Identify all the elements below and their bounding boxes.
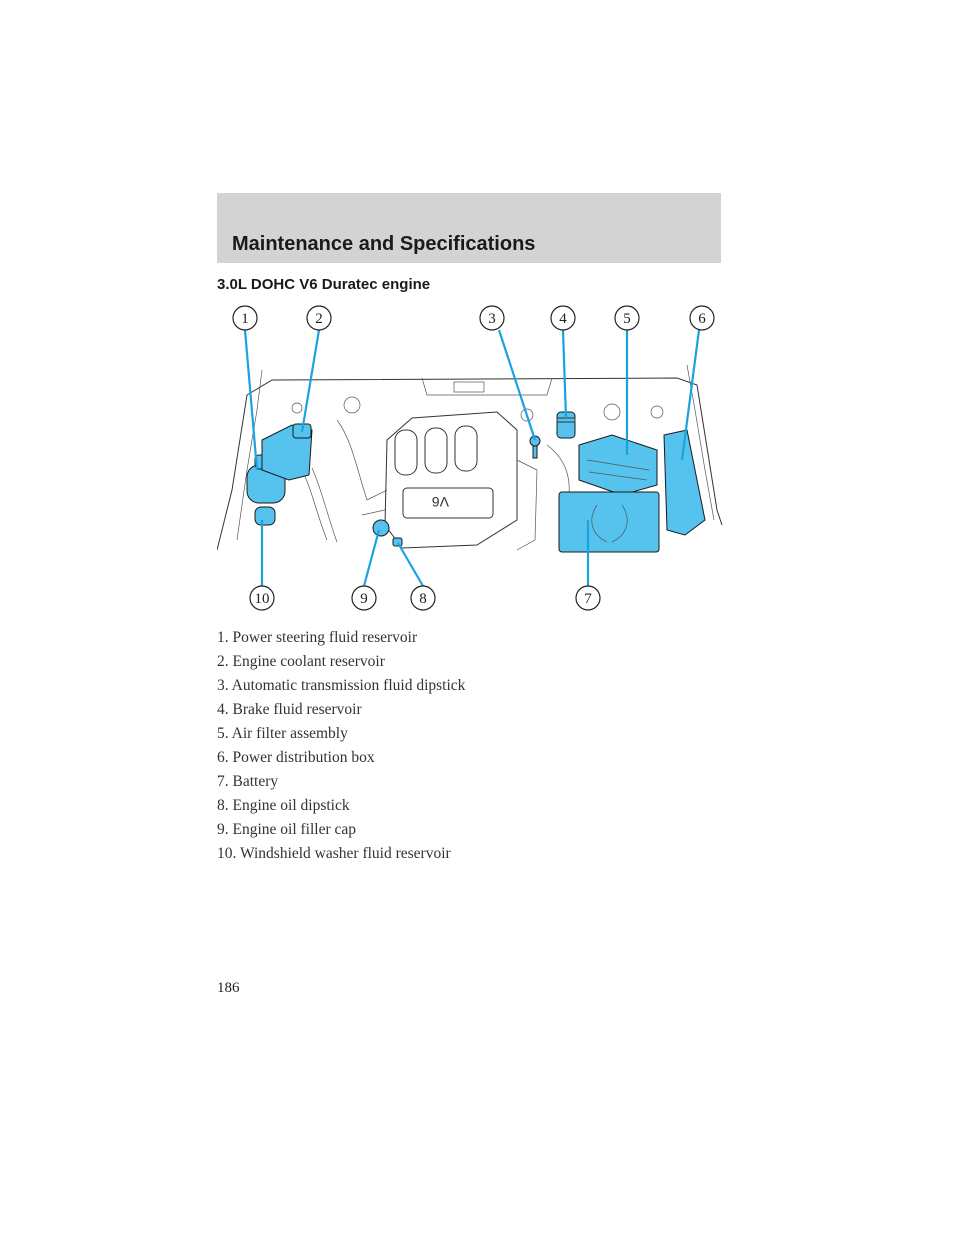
callout-number: 4 <box>559 311 567 327</box>
legend-item: 6. Power distribution box <box>217 749 375 766</box>
legend-item: 7. Battery <box>217 773 279 790</box>
legend-item: 4. Brake fluid reservoir <box>217 701 362 718</box>
callout-5 <box>615 306 639 330</box>
legend-item: 8. Engine oil dipstick <box>217 797 350 814</box>
callout-8 <box>411 586 435 610</box>
component-legend <box>217 626 465 866</box>
component-air-filter <box>579 435 657 495</box>
legend-item: 9. Engine oil filler cap <box>217 821 357 838</box>
callout-number: 10 <box>254 591 270 607</box>
header-band <box>217 193 721 263</box>
engine-diagram-svg <box>217 300 727 620</box>
callout-number: 9 <box>360 591 368 607</box>
callout-number: 2 <box>315 311 323 327</box>
page-number: 186 <box>217 980 240 996</box>
section-heading: 3.0L DOHC V6 Duratec engine <box>217 276 431 293</box>
component-washer-reservoir <box>255 507 275 525</box>
callout-7 <box>576 586 600 610</box>
component-oil-filler-cap <box>373 520 389 536</box>
legend-item: 10. Windshield washer fluid reservoir <box>217 845 451 862</box>
legend-item: 3. Automatic transmission fluid dipstick <box>217 677 466 694</box>
callout-10 <box>250 586 274 610</box>
callout-4 <box>551 306 575 330</box>
callout-3 <box>480 306 504 330</box>
callout-number: 5 <box>623 311 631 327</box>
callout-6 <box>690 306 714 330</box>
callout-number: 3 <box>488 311 496 327</box>
legend-item: 5. Air filter assembly <box>217 725 348 742</box>
callout-2 <box>307 306 331 330</box>
callout-number: 8 <box>419 591 427 607</box>
callout-number: 7 <box>584 591 592 607</box>
callout-number: 6 <box>698 311 706 327</box>
component-battery <box>559 492 659 552</box>
page-title: Maintenance and Specifications <box>232 233 536 255</box>
callout-1 <box>233 306 257 330</box>
callout-number: 1 <box>241 311 249 327</box>
engine-badge: V6 <box>431 494 449 510</box>
component-coolant-reservoir <box>262 424 312 480</box>
legend-item: 1. Power steering fluid reservoir <box>217 629 418 646</box>
component-oil-dipstick <box>393 538 402 546</box>
legend-item: 2. Engine coolant reservoir <box>217 653 385 670</box>
callout-9 <box>352 586 376 610</box>
engine-diagram <box>217 300 727 620</box>
